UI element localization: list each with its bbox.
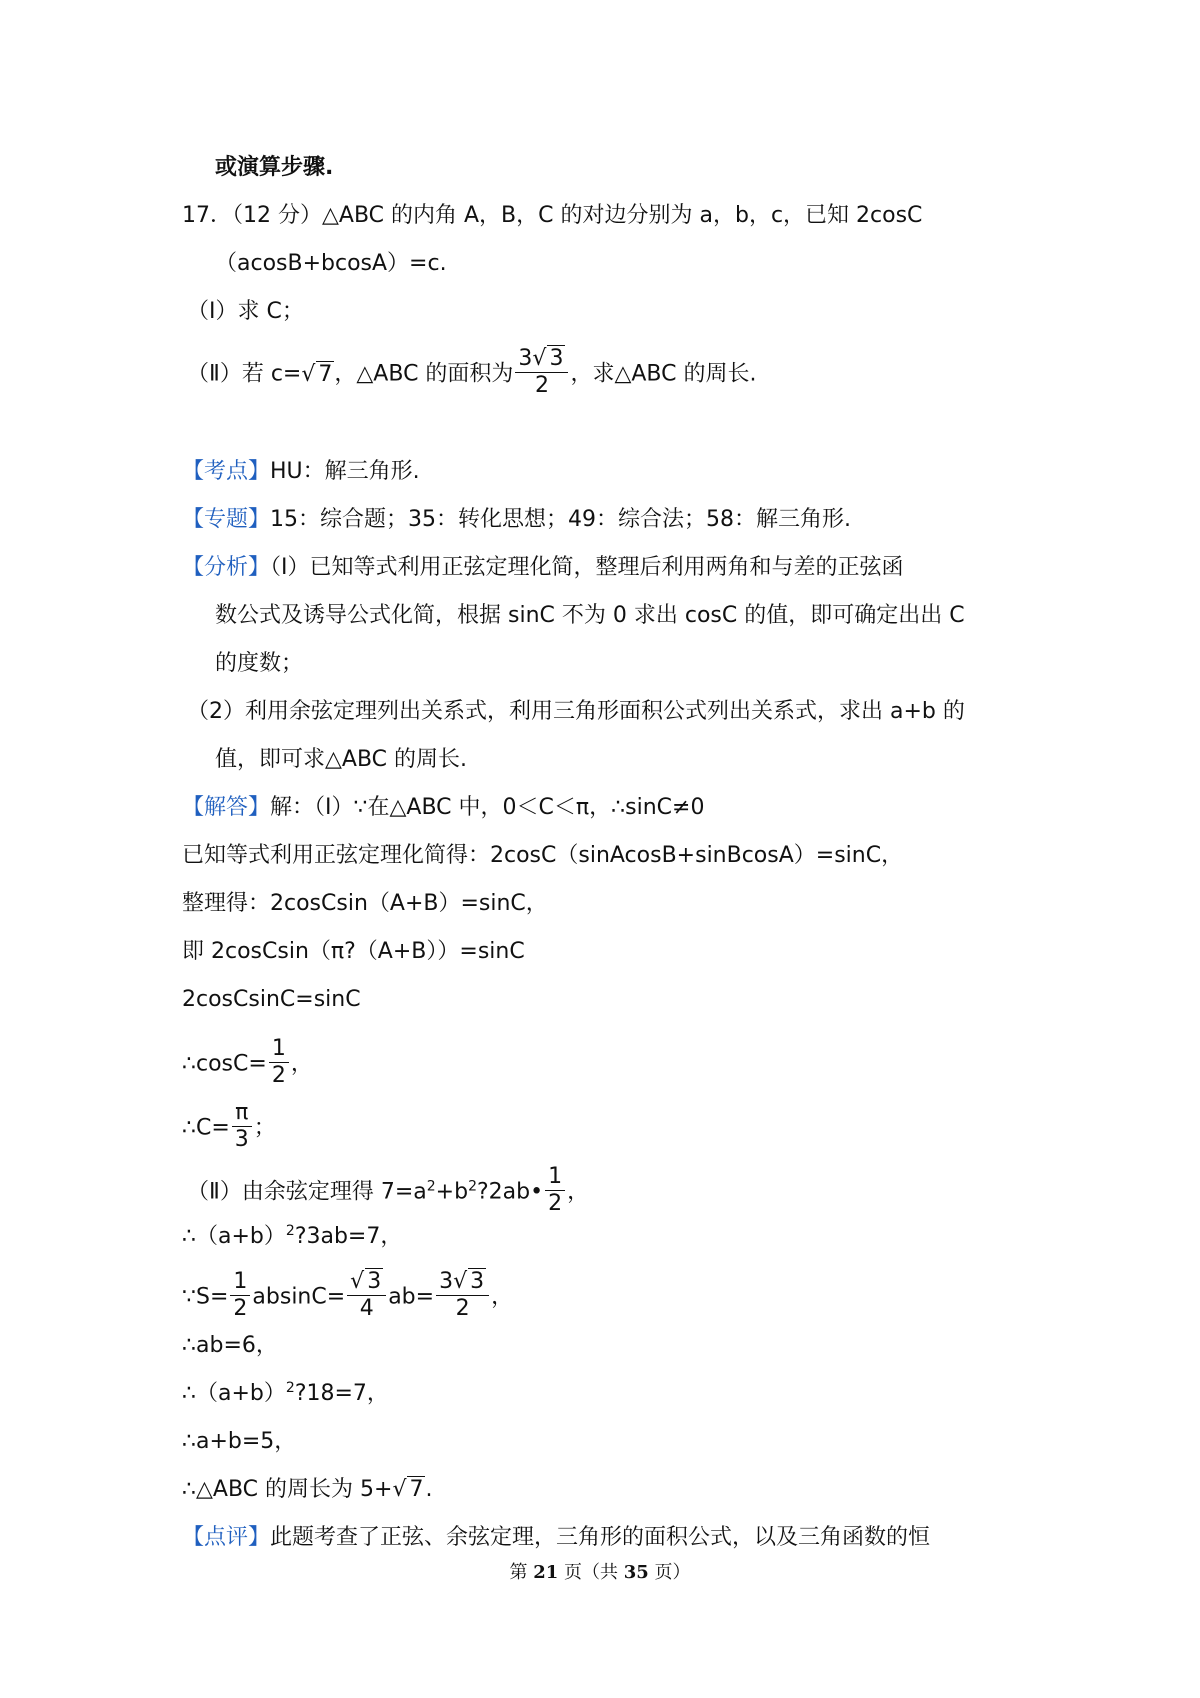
jieda-line-2: 已知等式利用正弦定理化简得：2cosC（sinAcosB+sinBcosA）=sinC，	[182, 843, 904, 868]
jieda-line-1: 【解答】解：（Ⅰ）∵在△ABC 中，0＜C＜π，∴sinC≠0	[182, 795, 705, 820]
fenxi-line-5: 值，即可求△ABC 的周长.	[215, 747, 468, 772]
area-fraction: $\frac{3√ 3}{2}$	[515, 348, 568, 397]
part2-text-b: ，△ABC 的面积为	[334, 361, 514, 387]
page-footer: 第 21 页（共 35 页）	[509, 1562, 691, 1583]
header-fragment: 或演算步骤.	[215, 155, 334, 180]
fraction-pi-third: $\frac{\pi}{3}$	[232, 1102, 252, 1151]
problem-part-2	[187, 346, 757, 399]
jieda-tag: 【解答】	[182, 795, 271, 820]
jieda-line-11: ∴ab=6，	[182, 1333, 278, 1358]
jieda-line-10: ∵S= $\frac{1}{2}$ absinC= $\frac{√ 3}{4}$ ab= $\frac{3√ 3}{2}$ ，	[182, 1269, 514, 1321]
problem-part-1: （Ⅰ）求 C；	[187, 299, 304, 324]
jieda-line-6: ∴cosC= $\frac{1}{2}$ ，	[182, 1036, 313, 1088]
fenxi-line-1: 【分析】（Ⅰ）已知等式利用正弦定理化简，整理后利用两角和与差的正弦函	[182, 555, 904, 580]
page-total: 35	[623, 1562, 649, 1583]
sqrt-7-b: √ 7	[392, 1477, 424, 1502]
kaodian-tag: 【考点】	[182, 459, 271, 484]
jieda-line-7: ∴C= $\frac{\pi}{3}$ ；	[182, 1100, 276, 1152]
fenxi-line-4: （2）利用余弦定理列出关系式，利用三角形面积公式列出关系式，求出 a+b 的	[187, 699, 965, 724]
jieda-line-14: ∴△ABC 的周长为 5+√ 7.	[182, 1475, 432, 1505]
jieda-line-3: 整理得：2cosCsin（A+B）=sinC，	[182, 891, 548, 916]
jieda-line-13: ∴a+b=5，	[182, 1429, 297, 1454]
jieda-line-9: $\therefore(a+b)^2?3ab=7$，	[182, 1223, 403, 1249]
zhuanti-tag: 【专题】	[182, 507, 271, 532]
problem-line-2: （acosB+bcosA）=c.	[215, 251, 447, 276]
problem-line-1: 17．（12 分）△ABC 的内角 A，B，C 的对边分别为 a，b，c，已知 2cosC	[182, 203, 923, 228]
fraction-one-half: $\frac{1}{2}$	[269, 1038, 289, 1087]
jieda-line-12: $\therefore(a+b)^2?18=7$，	[182, 1380, 389, 1406]
part2-text-a: （Ⅱ）若 c=	[187, 361, 302, 387]
dianping-tag: 【点评】	[182, 1525, 271, 1550]
part2-text-c: ，求△ABC 的周长.	[570, 361, 757, 387]
kaodian-line	[182, 457, 420, 487]
zhuanti-text: 15：综合题；35：转化思想；49：综合法；58：解三角形.	[270, 507, 851, 532]
zhuanti-line	[182, 505, 851, 535]
fenxi-line-2: 数公式及诱导公式化简，根据 sinC 不为 0 求出 cosC 的值，即可确定出出 C	[215, 603, 965, 628]
jieda-line-5: 2cosCsinC=sinC	[182, 987, 361, 1012]
fraction-one-half-b: $\frac{1}{2}$	[545, 1166, 565, 1215]
jieda-line-4: 即 2cosCsin（π?（A+B））=sinC	[182, 939, 525, 964]
jieda-line-8: （Ⅱ）由余弦定理得 $7=a^2+b^2?2ab•$ $\frac{1}{2}$ ，	[187, 1164, 590, 1216]
dianping-text: 此题考查了正弦、余弦定理，三角形的面积公式，以及三角函数的恒	[270, 1525, 931, 1550]
page-number: 21	[533, 1562, 559, 1583]
dianping-line	[182, 1523, 930, 1553]
fenxi-tag: 【分析】	[182, 555, 271, 580]
fenxi-line-3: 的度数；	[215, 651, 304, 676]
kaodian-text: HU：解三角形.	[270, 459, 420, 484]
sqrt-7: √ 7	[301, 361, 333, 387]
